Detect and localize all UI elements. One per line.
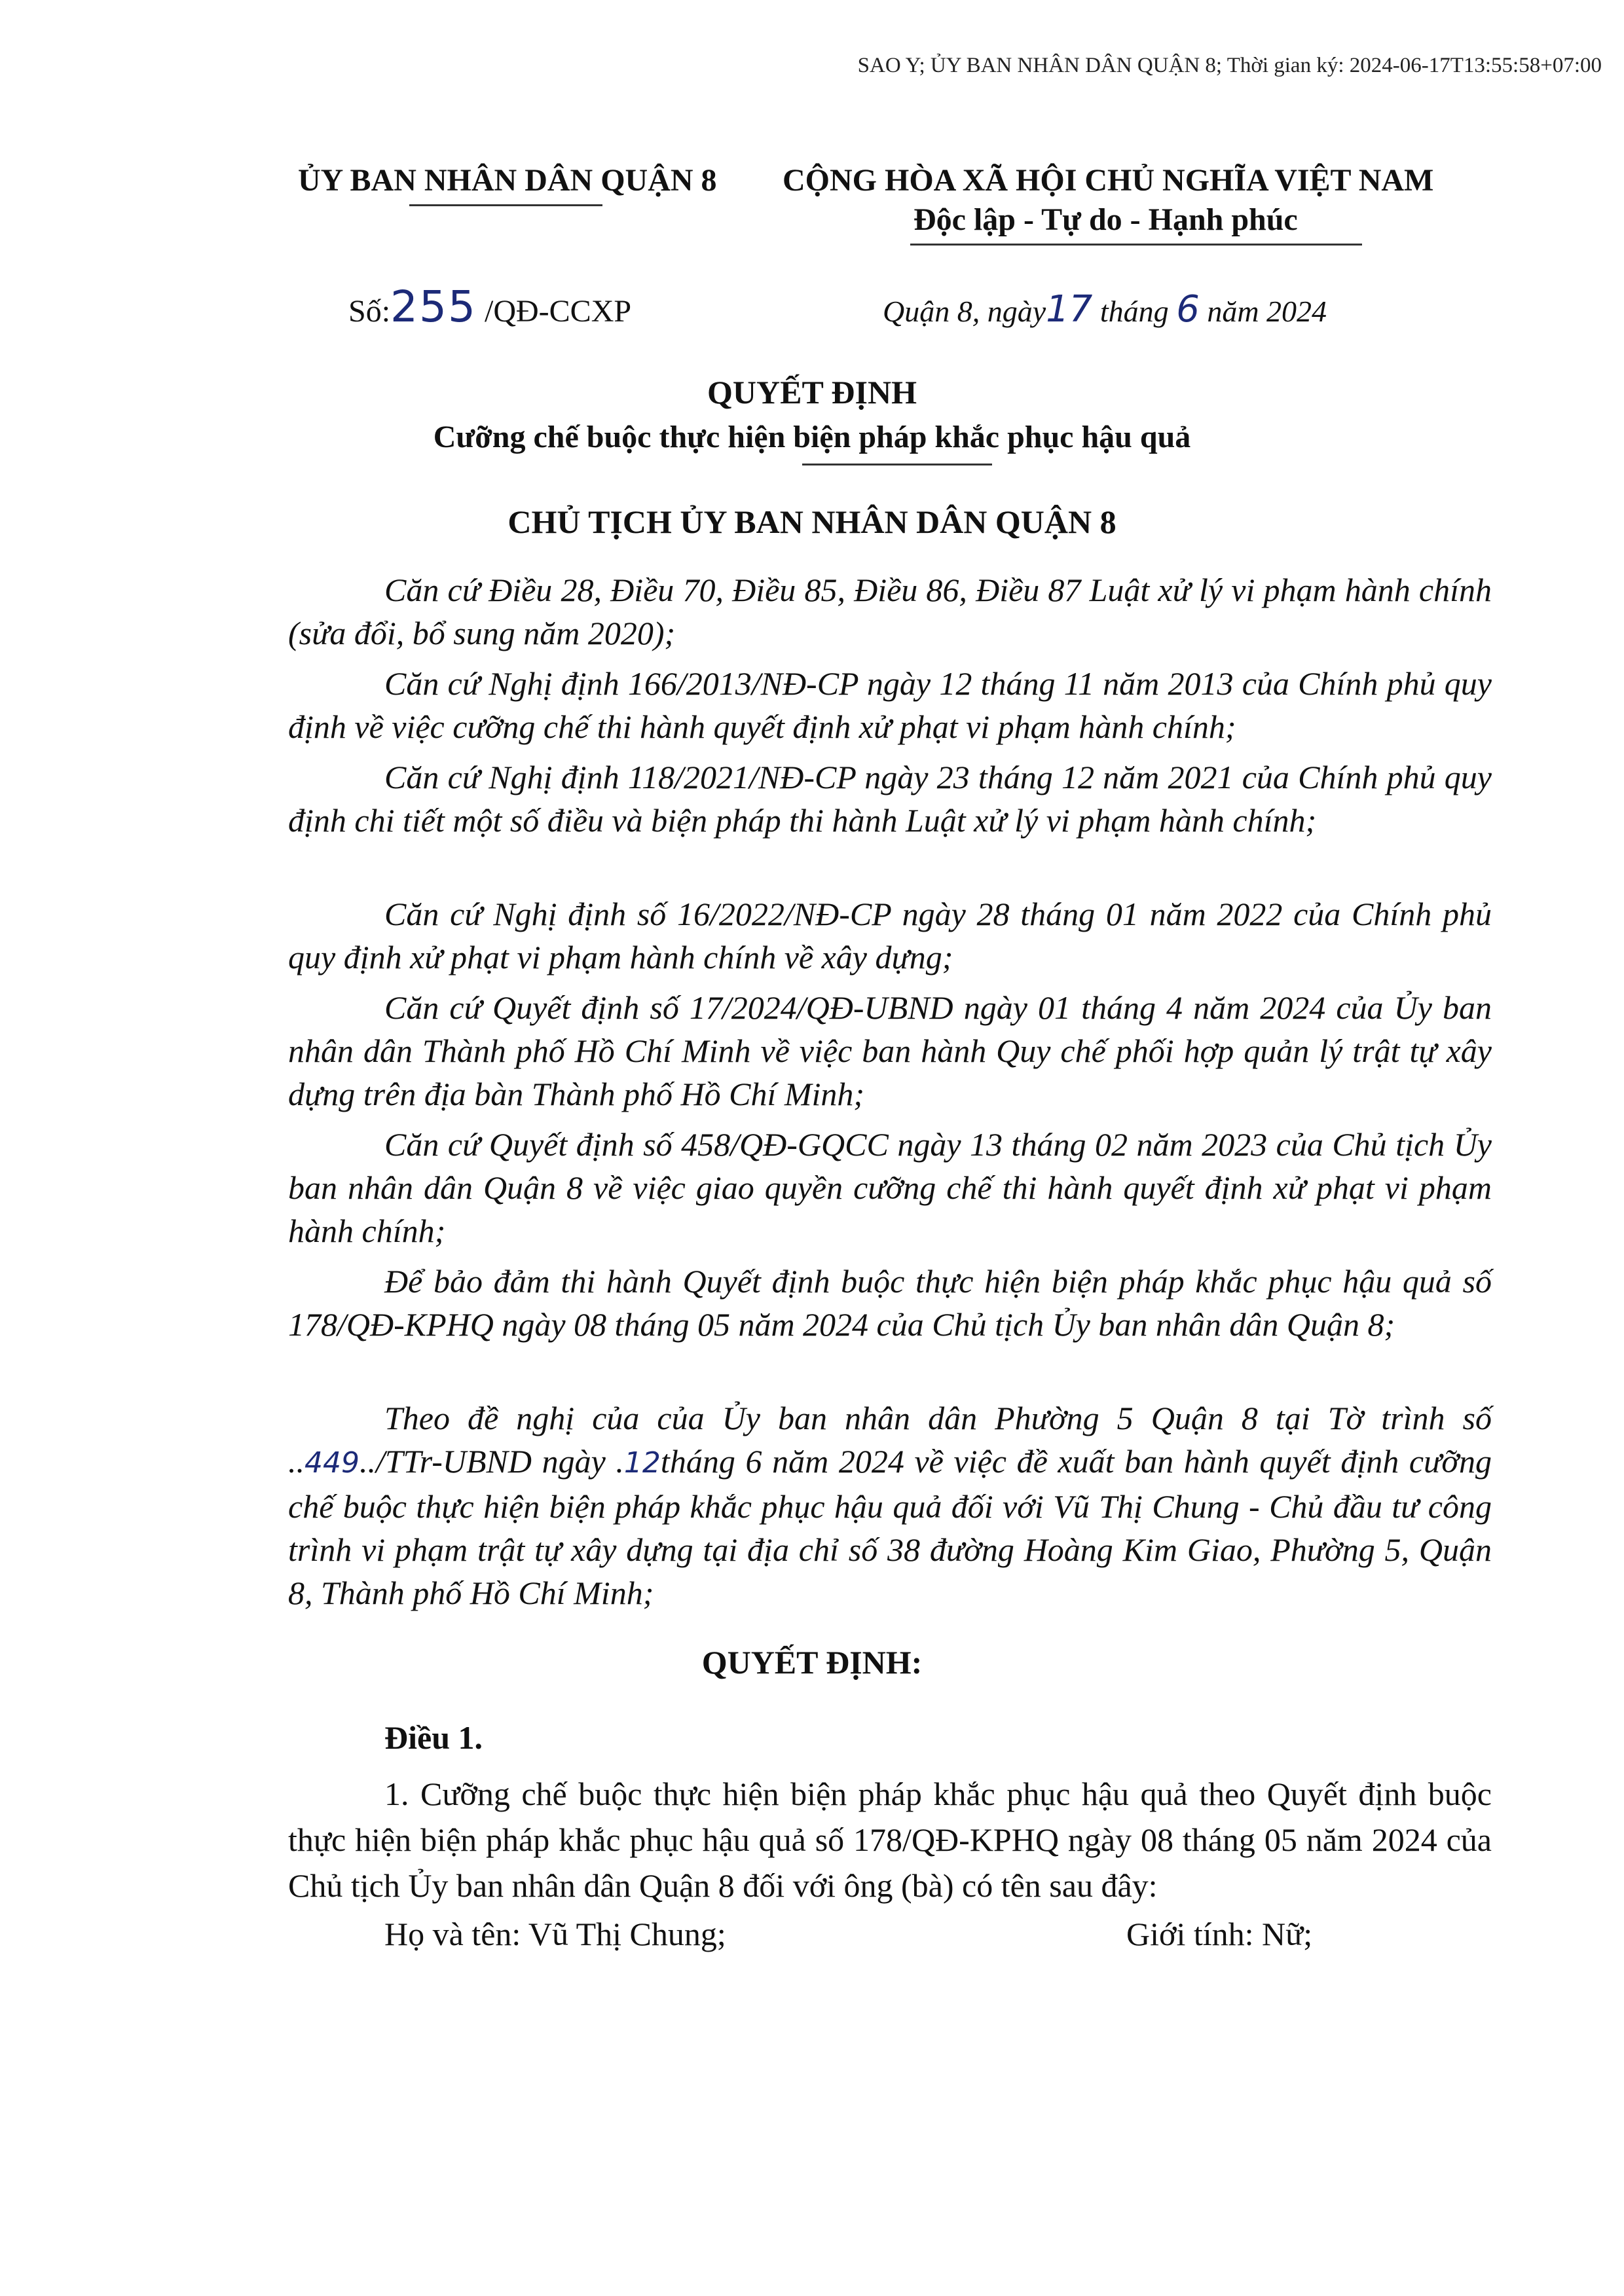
handwritten-month: 6 — [1176, 288, 1200, 331]
legal-basis-4: Căn cứ Nghị định số 16/2022/NĐ-CP ngày 28 tháng 01 năm 2022 của Chính phủ quy định xử phạt vi phạm hành chính về xây dựng; — [288, 896, 1492, 975]
subtitle-underline — [802, 464, 992, 465]
legal-basis-7: Để bảo đảm thi hành Quyết định buộc thực hiện biện pháp khắc phục hậu quả số 178/QĐ-KPHQ ngày 08 tháng 05 năm 2024 của Chủ tịch Ủy ban nhân dân Quận 8; — [288, 1263, 1492, 1343]
national-title: CỘNG HÒA XÃ HỘI CHỦ NGHĨA VIỆT NAM — [783, 163, 1434, 198]
issuing-authority: CHỦ TỊCH ỦY BAN NHÂN DÂN QUẬN 8 — [507, 503, 1116, 540]
handwritten-number: 255 — [390, 282, 477, 332]
gender-field: Giới tính: Nữ; — [1126, 1916, 1313, 1952]
legal-basis-5: Căn cứ Quyết định số 17/2024/QĐ-UBND ngày 01 tháng 4 năm 2024 của Ủy ban nhân dân Thành phố Hồ Chí Minh về việc ban hành Quy chế phối hợp quản lý trật tự xây dựng trên địa bàn Thành phố Hồ Chí Minh; — [288, 989, 1492, 1112]
legal-basis-1: Căn cứ Điều 28, Điều 70, Điều 85, Điều 86, Điều 87 Luật xử lý vi phạm hành chính (sửa đổi, bổ sung năm 2020); — [288, 572, 1492, 651]
name-field: Họ và tên: Vũ Thị Chung; — [384, 1916, 726, 1952]
handwritten-proposal-day: 12 — [623, 1446, 661, 1480]
national-motto: Độc lập - Tự do - Hạnh phúc — [913, 202, 1298, 237]
year-text: năm 2024 — [1207, 295, 1327, 328]
handwritten-day: 17 — [1046, 288, 1093, 331]
place-and-date — [883, 288, 1327, 331]
proposal-text-1: Theo đề nghị của của Ủy ban nhân dân Phường 5 Quận 8 tại Tờ trình số .. — [288, 1400, 1492, 1480]
article-1-paragraph: 1. Cưỡng chế buộc thực hiện biện pháp khắc phục hậu quả theo Quyết định buộc thực hiện biện pháp khắc phục hậu quả số 178/QĐ-KPHQ ngày 08 tháng 05 năm 2024 của Chủ tịch Ủy ban nhân dân Quận 8 đối với ông (bà) có tên sau đây: — [288, 1776, 1492, 1904]
document-title: QUYẾT ĐỊNH — [707, 374, 917, 410]
number-prefix: Số: — [348, 294, 391, 329]
proposal-text-3: tháng 6 năm 2024 về việc đề xuất ban hành quyết định cưỡng chế buộc thực hiện biện pháp khắc phục hậu quả đối với Vũ Thị Chung - Chủ đầu tư công trình vi phạm trật tự xây dựng tại địa chỉ số 38 đường Hoàng Kim Giao, Phường 5, Quận 8, Thành phố Hồ Chí Minh; — [288, 1443, 1492, 1611]
proposal-paragraph — [288, 1396, 1492, 1614]
motto-underline — [910, 244, 1362, 246]
month-word: tháng — [1099, 295, 1169, 328]
digital-copy-stamp: SAO Y; ỦY BAN NHÂN DÂN QUẬN 8; Thời gian ký: 2024-06-17T13:55:58+07:00 — [857, 54, 1602, 77]
article-1-heading: Điều 1. — [384, 1719, 483, 1756]
legal-basis-3: Căn cứ Nghị định 118/2021/NĐ-CP ngày 23 tháng 12 năm 2021 của Chính phủ quy định chi tiết một số điều và biện pháp thi hành Luật xử lý vi phạm hành chính; — [288, 759, 1492, 839]
legal-basis-6: Căn cứ Quyết định số 458/QĐ-GQCC ngày 13 tháng 02 năm 2023 của Chủ tịch Ủy ban nhân dân Quận 8 về việc giao quyền cưỡng chế thi hành quyết định xử phạt vi phạm hành chính; — [288, 1126, 1492, 1249]
proposal-text-2: ../TTr-UBND ngày . — [359, 1443, 624, 1480]
place-prefix: Quận 8, ngày — [883, 295, 1046, 328]
issuing-organization: ỦY BAN NHÂN DÂN QUẬN 8 — [298, 163, 717, 198]
decision-heading: QUYẾT ĐỊNH: — [701, 1644, 923, 1681]
number-suffix: /QĐ-CCXP — [485, 294, 632, 329]
legal-basis-2: Căn cứ Nghị định 166/2013/NĐ-CP ngày 12 tháng 11 năm 2013 của Chính phủ quy định về việc cưỡng chế thi hành quyết định xử phạt vi phạm hành chính; — [288, 665, 1492, 745]
handwritten-proposal-number: 449 — [304, 1446, 360, 1480]
document-subtitle: Cưỡng chế buộc thực hiện biện pháp khắc phục hậu quả — [433, 420, 1191, 454]
organization-underline — [409, 204, 602, 206]
document-number — [348, 282, 631, 332]
